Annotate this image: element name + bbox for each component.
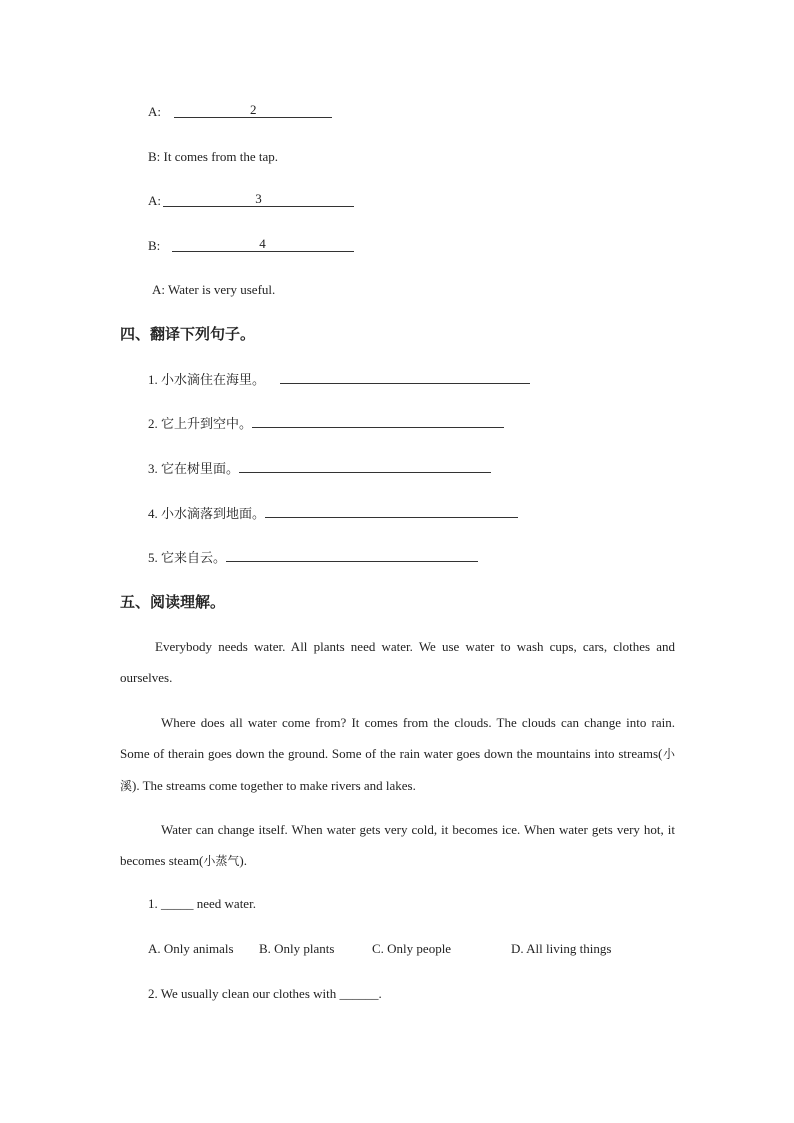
translation-item-4: 4. 小水滴落到地面。 [148,504,518,524]
reading-paragraph-2: Where does all water come from? It comes from the clouds. The clouds can change into rain. Some of therain goes down the ground. Some of the rain water goes down the mountains into streams(小溪). The streams come together to make rivers and lakes. [120,715,675,793]
option-c[interactable]: C. Only people [372,941,452,956]
question-1: 1. _____ need water. [148,896,256,911]
dialogue-line-3 [148,192,354,210]
translation-answer-line[interactable] [265,504,518,518]
translation-item-1: 1. 小水滴住在海里。 [148,370,530,390]
translation-answer-line[interactable] [280,370,530,384]
translation-item-2: 2. 它上升到空中。 [148,414,504,434]
dialogue-text: It comes from the tap. [163,149,278,164]
question-blank[interactable]: _____ [161,896,194,911]
option-d[interactable]: D. All living things [511,941,612,956]
speaker: A: [148,104,161,119]
dialogue-line-2 [148,148,278,166]
speaker: A: [152,282,165,297]
dialogue-line-4 [148,237,354,255]
speaker: A: [148,193,161,208]
reading-paragraph-1: Everybody needs water. All plants need water. We use water to wash cups, cars, clothes and ourselves. [120,639,675,685]
section-5-title: 五、阅读理解。 [120,593,226,611]
reading-paragraph-3: Water can change itself. When water gets very cold, it becomes ice. When water gets very hot, it becomes steam(小蒸气). [120,822,675,868]
translation-item-5: 5. 它来自云。 [148,548,478,568]
speaker: B: [148,149,161,164]
speaker: B: [148,238,161,253]
answer-blank[interactable]: 4 [172,237,354,252]
translation-item-3: 3. 它在树里面。 [148,459,491,479]
dialogue-text: Water is very useful. [168,282,276,297]
option-b[interactable]: B. Only plants [259,941,335,956]
answer-blank[interactable]: 2 [174,103,332,118]
option-a[interactable]: A. Only animals [148,941,234,956]
dialogue-line-5 [152,281,275,299]
question-2: 2. We usually clean our clothes with ______. [148,986,382,1001]
question-blank[interactable]: ______ [339,986,379,1001]
translation-answer-line[interactable] [252,414,504,428]
answer-blank[interactable]: 3 [163,192,354,207]
translation-answer-line[interactable] [226,548,478,562]
section-4-title: 四、翻译下列句子。 [120,325,256,343]
dialogue-line-1 [148,103,332,121]
translation-answer-line[interactable] [239,459,491,473]
